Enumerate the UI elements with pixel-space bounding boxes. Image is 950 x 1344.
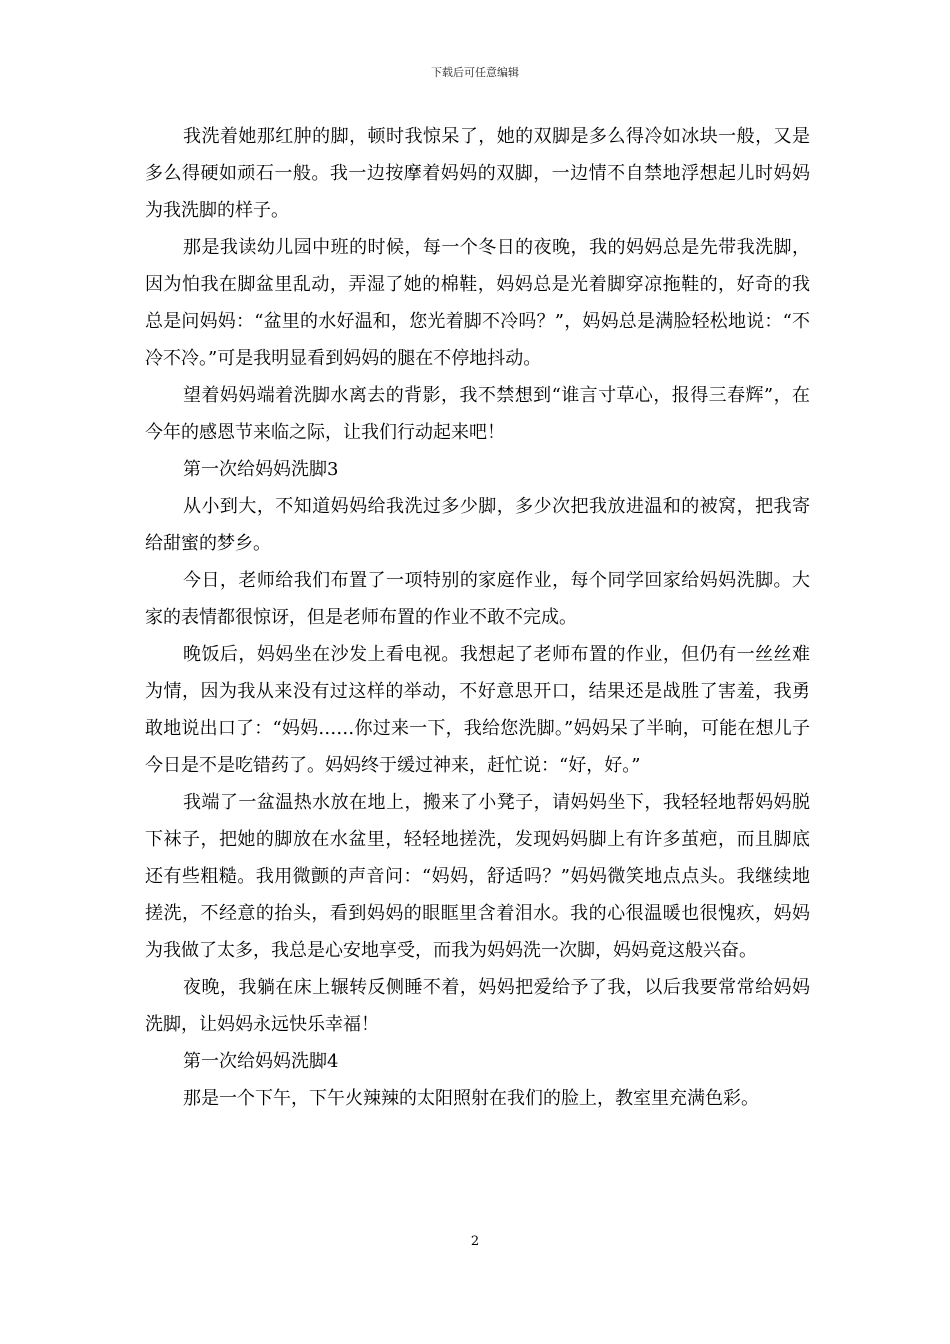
paragraph: 今日，老师给我们布置了一项特别的家庭作业，每个同学回家给妈妈洗脚。大家的表情都很惊讶，但是老师布置的作业不敢不完成。 [145,570,810,628]
paragraph: 晚饭后，妈妈坐在沙发上看电视。我想起了老师布置的作业，但仍有一丝丝难为情，因为我从来没有过这样的举动，不好意思开口，结果还是战胜了害羞，我勇敢地说出口了：“妈妈……你过来一下，我给您洗脚。”妈妈呆了半晌，可能在想儿子今日是不是吃错药了。妈妈终于缓过神来，赶忙说：“好，好。” [145,644,810,776]
paragraph: 那是我读幼儿园中班的时候，每一个冬日的夜晚，我的妈妈总是先带我洗脚，因为怕我在脚盆里乱动，弄湿了她的棉鞋，妈妈总是光着脚穿凉拖鞋的，好奇的我总是问妈妈：“盆里的水好温和，您光着脚不冷吗？”，妈妈总是满脸轻松地说：“不冷不冷。”可是我明显看到妈妈的腿在不停地抖动。 [145,237,810,369]
paragraph: 那是一个下午，下午火辣辣的太阳照射在我们的脸上，教室里充满色彩。 [183,1088,759,1109]
paragraph: 夜晚，我躺在床上辗转反侧睡不着，妈妈把爱给予了我，以后我要常常给妈妈洗脚，让妈妈永远快乐幸福！ [145,977,810,1035]
section-heading: 第一次给妈妈洗脚3 [183,459,339,480]
page-number: 2 [470,1234,480,1249]
paragraph: 从小到大，不知道妈妈给我洗过多少脚，多少次把我放进温和的被窝，把我寄给甜蜜的梦乡。 [145,496,810,554]
paragraph: 我洗着她那红肿的脚，顿时我惊呆了，她的双脚是多么得冷如冰块一般，又是多么得硬如顽石一般。我一边按摩着妈妈的双脚，一边情不自禁地浮想起儿时妈妈为我洗脚的样子。 [145,126,810,221]
paragraph: 我端了一盆温热水放在地上，搬来了小凳子，请妈妈坐下，我轻轻地帮妈妈脱下袜子，把她的脚放在水盆里，轻轻地搓洗，发现妈妈脚上有许多茧疤，而且脚底还有些粗糙。我用微颤的声音问：“妈妈，舒适吗？”妈妈微笑地点点头。我继续地搓洗，不经意的抬头，看到妈妈的眼眶里含着泪水。我的心很温暖也很愧疚，妈妈为我做了太多，我总是心安地享受，而我为妈妈洗一次脚，妈妈竟这般兴奋。 [145,792,810,961]
section-heading: 第一次给妈妈洗脚4 [183,1051,339,1072]
page-header: 下载后可任意编辑 [431,66,519,79]
paragraph: 望着妈妈端着洗脚水离去的背影，我不禁想到“谁言寸草心，报得三春辉”，在今年的感恩节来临之际，让我们行动起来吧！ [145,385,810,443]
document-body [145,118,810,1117]
